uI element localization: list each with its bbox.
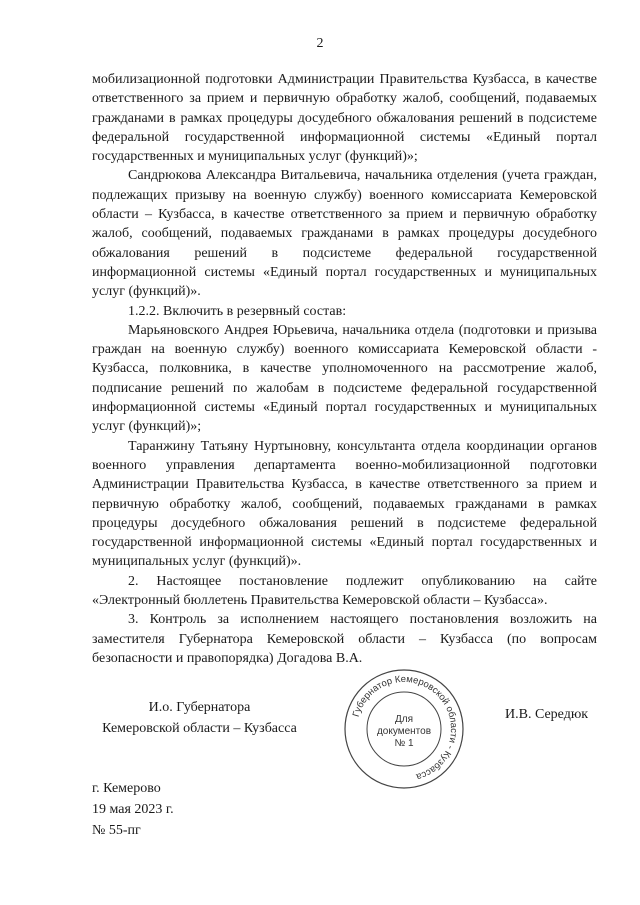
paragraph-publication: 2. Настоящее постановление подлежит опубликованию на сайте «Электронный бюллетень Правительства Кемеровской области – Кузбасса». xyxy=(92,573,597,609)
paragraph-control: 3. Контроль за исполнением настоящего постановления возложить на заместителя Губернатора Кемеровской области – Кузбасса (по вопросам безопасности и правопорядка) Догадова В.А. xyxy=(92,612,597,666)
seal-ring-text: Губернатор Кемеровской области - Кузбасса xyxy=(350,673,460,783)
footer-city: г. Кемерово xyxy=(92,781,161,796)
signatory-name: И.В. Середюк xyxy=(505,707,589,722)
signatory-title-line2: Кемеровской области – Кузбасса xyxy=(102,721,297,736)
paragraph-continuation: мобилизационной подготовки Администрации Правительства Кузбасса, в качестве ответственного за прием и первичную обработку жалоб, сообщений, подаваемых гражданами в рамках процедуры досудебного обжалования решений в подсистеме федеральной государственной информационной системы «Единый портал государственных и муниципальных услуг (функций)»; xyxy=(92,72,597,165)
footer-date: 19 мая 2023 г. xyxy=(92,802,174,817)
paragraph-maryanovsky: Марьяновского Андрея Юрьевича, начальника отдела (подготовки и призыва граждан на военную службу) военного комиссариата Кемеровской области - Кузбасса, полковника, в качестве уполномоченного на рассмотрение жалоб, подписание решений по жалобам в подсистеме федеральной государственной информационной системы «Единый портал государственных и муниципальных услуг (функций)»; xyxy=(92,322,597,435)
signatory-title xyxy=(92,697,307,739)
document-body xyxy=(92,70,597,668)
paragraph-sandryukov: Сандрюкова Александра Витальевича, начальника отделения (учета граждан, подлежащих призыву на военную службу) военного комиссариата Кемеровской области – Кузбасса, в качестве ответственного за прием и первичную обработку жалоб, сообщений, подаваемых гражданами в рамках процедуры досудебного обжалования решений в подсистеме федеральной государственной информационной системы «Единый портал государственных и муниципальных услуг (функций)». xyxy=(92,168,597,300)
signatory-title-line1: И.о. Губернатора xyxy=(148,700,251,715)
official-seal xyxy=(342,667,466,791)
seal-line2: документов xyxy=(376,726,432,737)
paragraph-taranzhina: Таранжину Татьяну Нуртыновну, консультанта отдела координации органов военного управления департамента военно-мобилизационной подготовки Администрации Правительства Кузбасса, в качестве ответственного за прием и первичную обработку жалоб, сообщений, подаваемых гражданами в рамках процедуры досудебного обжалования решений в подсистеме федеральной государственной информационной системы «Единый портал государственных и муниципальных услуг (функций)». xyxy=(92,438,597,570)
document-footer xyxy=(92,778,174,841)
seal-line1: Для xyxy=(394,714,414,725)
seal-line3: № 1 xyxy=(394,738,414,749)
footer-number: № 55-пг xyxy=(92,823,141,838)
page-number: 2 xyxy=(316,36,324,51)
paragraph-reserve-heading: 1.2.2. Включить в резервный состав: xyxy=(128,303,347,319)
